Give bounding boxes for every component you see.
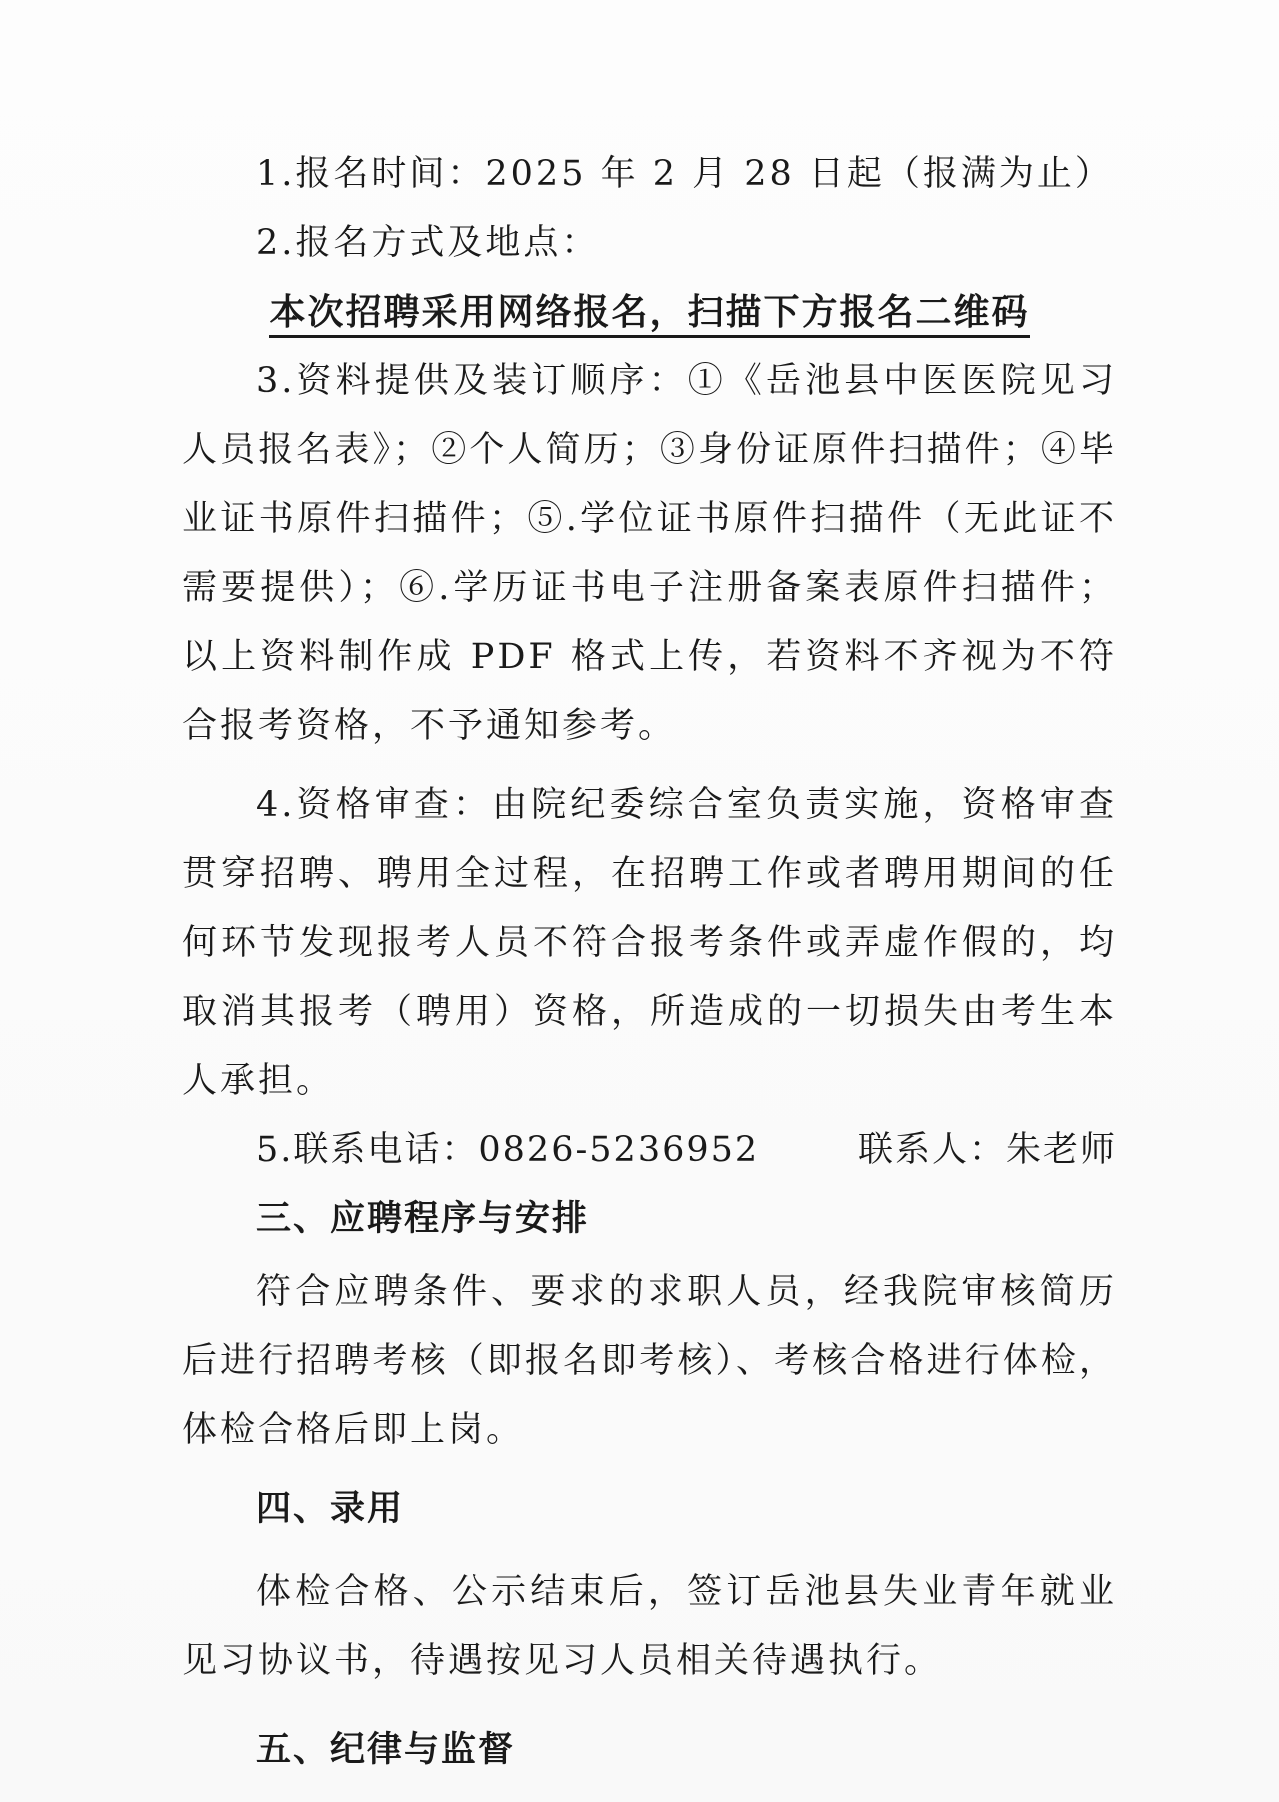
qualification-review: 4.资格审查：由院纪委综合室负责实施，资格审查贯穿招聘、聘用全过程，在招聘工作或者聘用期间的任何环节发现报考人员不符合报考条件或弄虚作假的，均取消其报考（聘用）资格，所造成的一切损失由考生本人承担。 (182, 785, 1117, 1101)
contact-line (182, 1116, 1117, 1185)
materials-order: 3.资料提供及装订顺序：①《岳池县中医医院见习人员报名表》；②个人简历；③身份证原件扫描件；④毕业证书原件扫描件；⑤.学位证书原件扫描件（无此证不需要提供）；⑥.学历证书电子注册备案表原件扫描件；以上资料制作成 PDF 格式上传，若资料不齐视为不符合报考资格，不予通知参考。 (182, 361, 1117, 746)
document-body (182, 140, 1117, 1789)
section-4-body: 体检合格、公示结束后，签订岳池县失业青年就业见习协议书，待遇按见习人员相关待遇执行。 (182, 1572, 1117, 1681)
registration-time: 1.报名时间：2025 年 2 月 28 日起（报满为止） (256, 154, 1113, 194)
online-registration-notice (182, 278, 1117, 347)
section-3-heading: 三、应聘程序与安排 (256, 1199, 590, 1239)
section-5-heading: 五、纪律与监督 (256, 1730, 516, 1770)
section-3-body: 符合应聘条件、要求的求职人员，经我院审核简历后进行招聘考核（即报名即考核）、考核合格进行体检，体检合格后即上岗。 (182, 1272, 1117, 1450)
section-4-heading: 四、录用 (256, 1489, 405, 1529)
contact-phone: 5.联系电话：0826-5236952 (256, 1130, 760, 1170)
contact-person: 联系人：朱老师 (857, 1130, 1117, 1170)
online-registration-notice-text: 本次招聘采用网络报名，扫描下方报名二维码 (269, 291, 1029, 338)
registration-method: 2.报名方式及地点： (256, 223, 600, 263)
